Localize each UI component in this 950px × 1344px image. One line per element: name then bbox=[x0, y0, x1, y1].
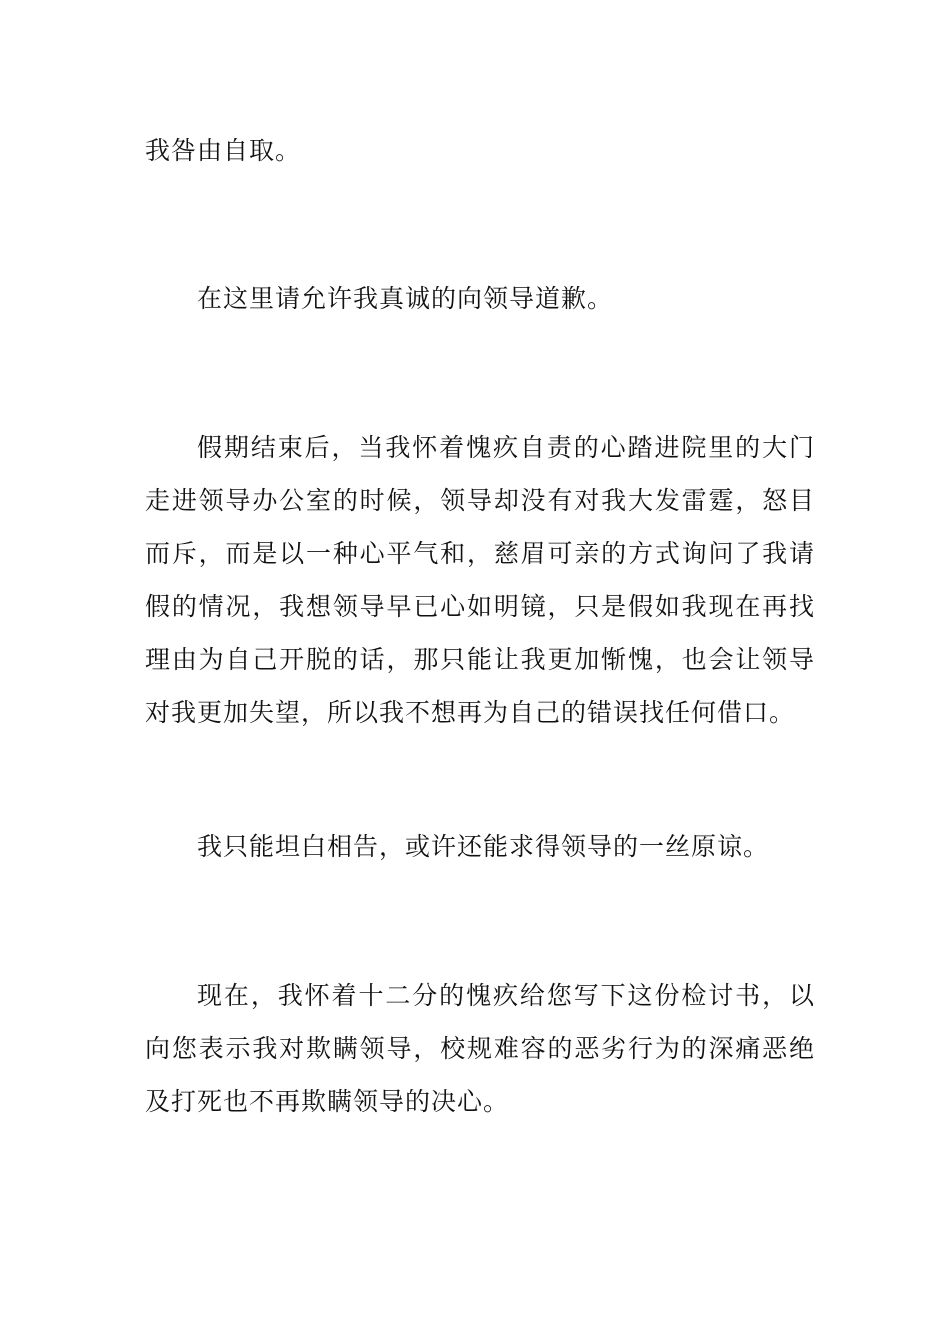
paragraph-continuation: 我咎由自取。 bbox=[145, 136, 302, 165]
paragraph-explanation: 假期结束后，当我怀着愧疚自责的心踏进院里的大门走进领导办公室的时候，领导却没有对我大发雷霆，怒目而斥，而是以一种心平气和，慈眉可亲的方式询问了我请假的情况，我想领导早已心如明镜，只是假如我现在再找理由为自己开脱的话，那只能让我更加惭愧，也会让领导对我更加失望，所以我不想再为自己的错误找任何借口。 bbox=[145, 433, 815, 727]
paragraph-confession: 我只能坦白相告，或许还能求得领导的一丝原谅。 bbox=[197, 832, 770, 861]
paragraph-apology: 在这里请允许我真诚的向领导道歉。 bbox=[197, 284, 614, 313]
paragraph-resolution: 现在，我怀着十二分的愧疚给您写下这份检讨书，以向您表示我对欺瞒领导，校规难容的恶劣行为的深痛恶绝及打死也不再欺瞒领导的决心。 bbox=[145, 981, 815, 1116]
